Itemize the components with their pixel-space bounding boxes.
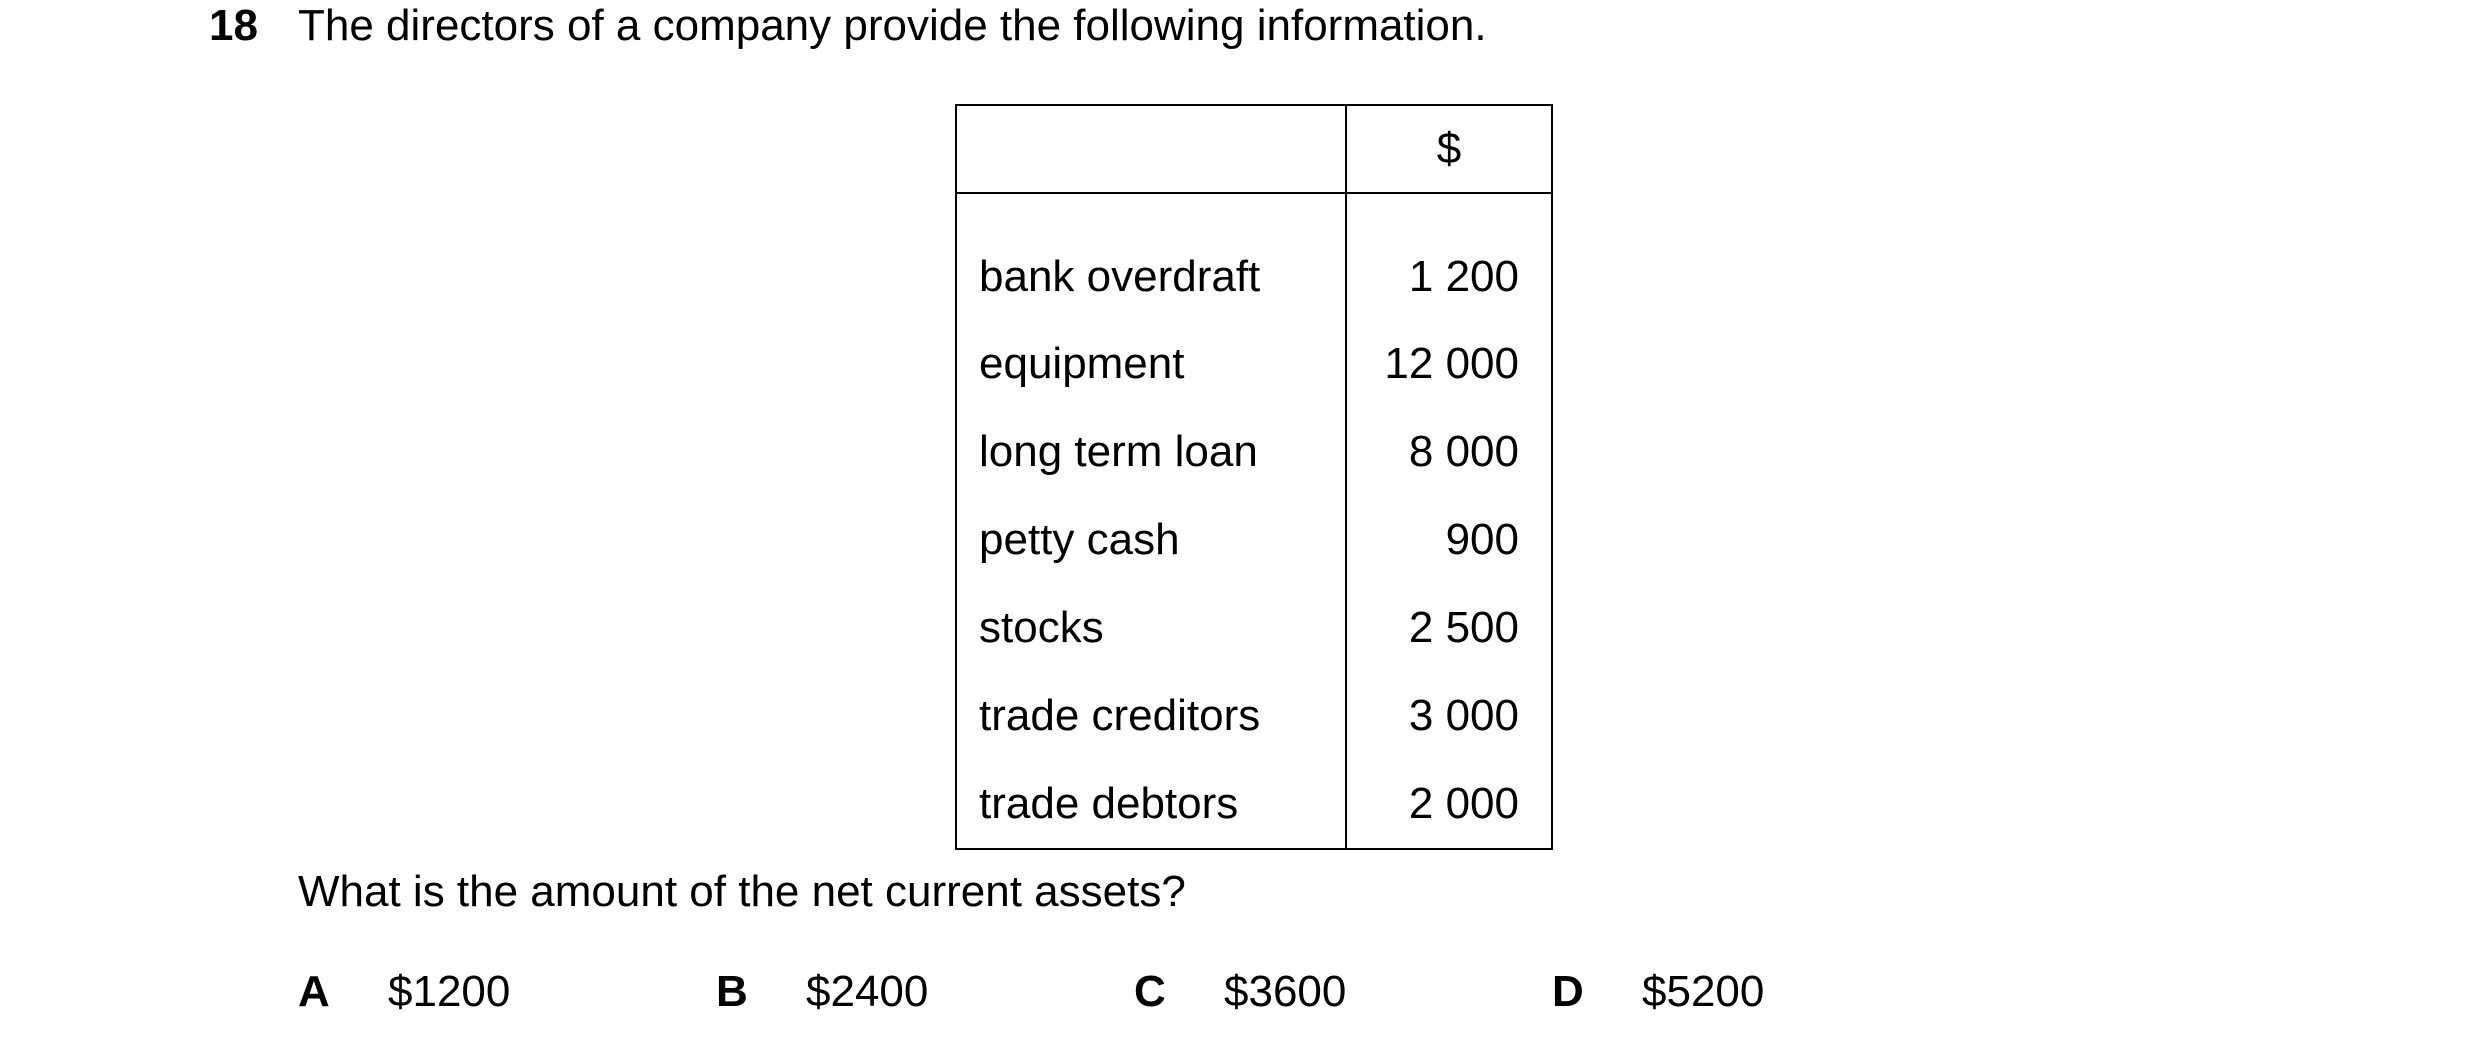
table-row bbox=[956, 672, 1552, 760]
row-value: 8 000 bbox=[1346, 408, 1552, 496]
table-header-row bbox=[956, 105, 1552, 193]
option-text: $2400 bbox=[806, 967, 929, 1016]
row-label: trade creditors bbox=[956, 672, 1346, 760]
row-value: 3 000 bbox=[1346, 672, 1552, 760]
row-label: long term loan bbox=[956, 408, 1346, 496]
row-value: 2 000 bbox=[1346, 760, 1552, 849]
option-c[interactable] bbox=[1134, 966, 1346, 1018]
option-letter: A bbox=[298, 967, 330, 1016]
option-letter: B bbox=[716, 967, 748, 1016]
question-number: 18 bbox=[209, 1, 258, 50]
header-empty-cell bbox=[956, 105, 1346, 193]
table-row bbox=[956, 320, 1552, 408]
table-row bbox=[956, 584, 1552, 672]
row-value: 900 bbox=[1346, 496, 1552, 584]
table-row bbox=[956, 408, 1552, 496]
header-currency-cell: $ bbox=[1346, 105, 1552, 193]
option-letter: D bbox=[1552, 967, 1584, 1016]
row-label: petty cash bbox=[956, 496, 1346, 584]
question-prompt: What is the amount of the net current assets? bbox=[298, 867, 1186, 916]
table-row bbox=[956, 193, 1552, 320]
question-text: The directors of a company provide the following information. bbox=[298, 1, 1487, 50]
table-row bbox=[956, 496, 1552, 584]
table-row bbox=[956, 760, 1552, 849]
option-a[interactable] bbox=[298, 966, 510, 1018]
row-value: 12 000 bbox=[1346, 320, 1552, 408]
option-letter: C bbox=[1134, 967, 1166, 1016]
option-d[interactable] bbox=[1552, 966, 1764, 1018]
row-label: bank overdraft bbox=[956, 193, 1346, 320]
option-text: $5200 bbox=[1642, 967, 1765, 1016]
option-text: $1200 bbox=[388, 967, 511, 1016]
row-value: 2 500 bbox=[1346, 584, 1552, 672]
row-label: trade debtors bbox=[956, 760, 1346, 849]
information-table bbox=[955, 104, 1553, 850]
row-label: equipment bbox=[956, 320, 1346, 408]
option-b[interactable] bbox=[716, 966, 928, 1018]
row-value: 1 200 bbox=[1346, 193, 1552, 320]
option-text: $3600 bbox=[1224, 967, 1347, 1016]
row-label: stocks bbox=[956, 584, 1346, 672]
